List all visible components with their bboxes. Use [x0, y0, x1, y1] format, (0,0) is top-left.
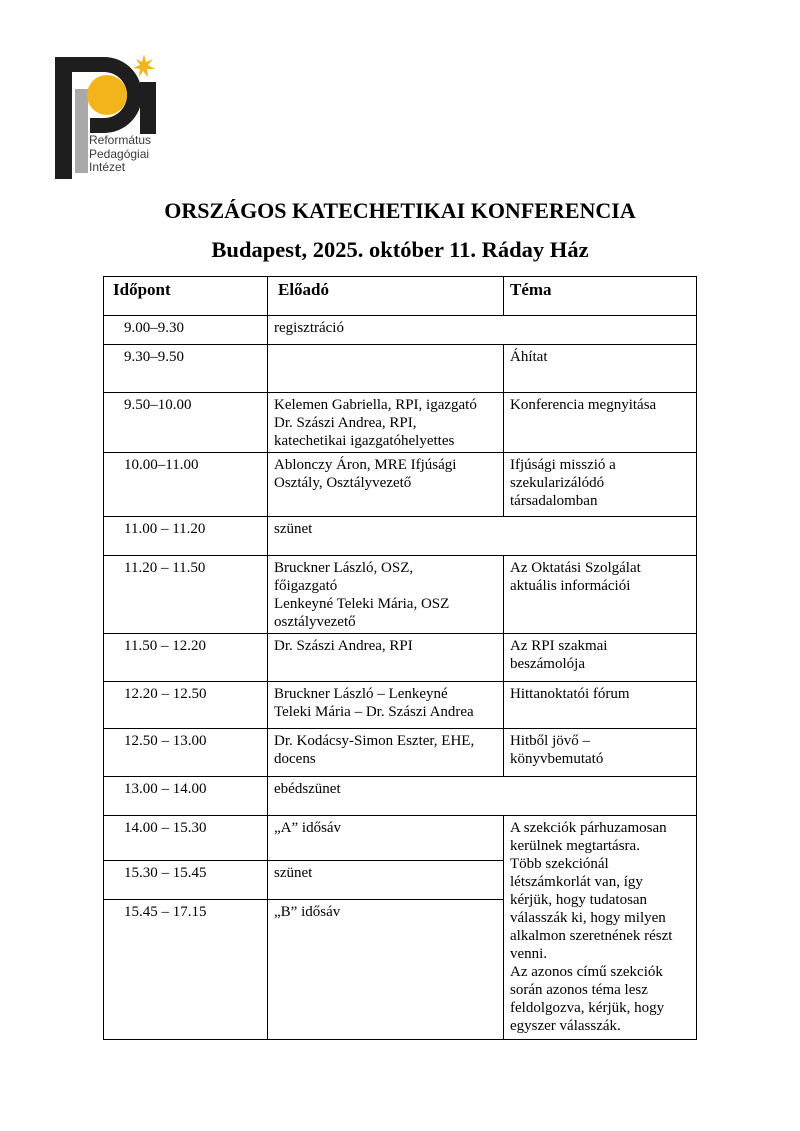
speaker-cell	[268, 517, 697, 556]
logo-text-line: Református	[89, 133, 152, 147]
note-line: feldolgozva, kérjük, hogy	[510, 1000, 665, 1016]
time-cell: 12.20 – 12.50	[104, 682, 268, 729]
note-line: A szekciók párhuzamosan	[510, 820, 667, 836]
note-line: venni.	[510, 946, 548, 962]
note-line: egyszer válasszák.	[510, 1018, 621, 1034]
cell-line: regisztráció	[274, 320, 344, 336]
speaker-cell	[268, 345, 504, 393]
speaker-cell	[268, 816, 504, 861]
cell-line: katechetikai igazgatóhelyettes	[274, 433, 455, 449]
time-cell: 15.30 – 15.45	[104, 861, 268, 900]
time-cell: 10.00–11.00	[104, 453, 268, 517]
note-line: kerülnek megtartásra.	[510, 838, 640, 854]
column-header-speaker: Előadó	[268, 277, 504, 316]
cell-line: Dr. Kodácsy-Simon Eszter, EHE,	[274, 733, 475, 749]
cell-line: főigazgató	[274, 578, 338, 594]
cell-line: szekularizálódó	[510, 475, 605, 491]
cell-line: szünet	[274, 865, 313, 881]
speaker-cell	[268, 556, 504, 634]
topic-cell	[504, 556, 697, 634]
table-row	[104, 345, 697, 393]
cell-line: szünet	[274, 521, 313, 537]
speaker-cell	[268, 861, 504, 900]
cell-line: Teleki Mária – Dr. Szászi Andrea	[274, 704, 474, 720]
cell-line: osztályvezető	[274, 614, 356, 630]
note-line: kérjük, hogy tudatosan	[510, 892, 648, 908]
cell-line: Áhítat	[510, 349, 548, 365]
note-line: létszámkorlát van, így	[510, 874, 643, 890]
cell-line: Dr. Szászi Andrea, RPI,	[274, 415, 417, 431]
time-cell: 9.30–9.50	[104, 345, 268, 393]
speaker-cell	[268, 316, 697, 345]
time-cell: 15.45 – 17.15	[104, 900, 268, 1040]
table-row	[104, 556, 697, 634]
cell-line: társadalomban	[510, 493, 598, 509]
note-line: során azonos téma lesz	[510, 982, 648, 998]
cell-line: Osztály, Osztályvezető	[274, 475, 412, 491]
table-row	[104, 517, 697, 556]
time-cell: 13.00 – 14.00	[104, 777, 268, 816]
cell-line: Konferencia megnyitása	[510, 397, 657, 413]
cell-line: Ablonczy Áron, MRE Ifjúsági	[274, 457, 457, 473]
logo-text	[89, 134, 151, 175]
time-cell: 9.50–10.00	[104, 393, 268, 453]
column-header-time: Időpont	[104, 277, 268, 316]
table-row	[104, 816, 697, 861]
cell-line: Az Oktatási Szolgálat	[510, 560, 641, 576]
logo-text-line: Intézet	[89, 160, 126, 174]
time-cell: 12.50 – 13.00	[104, 729, 268, 777]
cell-line: „A” idősáv	[274, 820, 342, 836]
note-line: alkalmon szeretnének részt	[510, 928, 673, 944]
cell-line: Kelemen Gabriella, RPI, igazgató	[274, 397, 477, 413]
time-cell: 11.20 – 11.50	[104, 556, 268, 634]
table-row	[104, 729, 697, 777]
cell-line: Dr. Szászi Andrea, RPI	[274, 638, 413, 654]
cell-line: Bruckner László, OSZ,	[274, 560, 414, 576]
speaker-cell	[268, 393, 504, 453]
cell-line: docens	[274, 751, 316, 767]
note-line: válasszák ki, hogy milyen	[510, 910, 666, 926]
time-cell: 11.00 – 11.20	[104, 517, 268, 556]
time-cell: 9.00–9.30	[104, 316, 268, 345]
topic-cell	[504, 453, 697, 517]
topic-cell	[504, 345, 697, 393]
cell-line: Az RPI szakmai	[510, 638, 608, 654]
cell-line: aktuális információi	[510, 578, 631, 594]
column-header-topic: Téma	[504, 277, 697, 316]
sections-note-cell	[504, 816, 697, 1040]
logo-text-line: Pedagógiai	[89, 146, 150, 161]
table-row	[104, 777, 697, 816]
cell-line: Lenkeyné Teleki Mária, OSZ	[274, 596, 450, 612]
cell-line: Hittanoktatói fórum	[510, 686, 630, 702]
cell-line: Bruckner László – Lenkeyné	[274, 686, 448, 702]
topic-cell	[504, 393, 697, 453]
speaker-cell	[268, 729, 504, 777]
speaker-cell	[268, 777, 697, 816]
table-row	[104, 316, 697, 345]
table-header-row	[104, 277, 697, 316]
cell-line: ebédszünet	[274, 781, 341, 797]
note-line: Több szekciónál	[510, 856, 609, 872]
topic-cell	[504, 634, 697, 682]
table-row	[104, 453, 697, 517]
cell-line: Hitből jövő –	[510, 733, 591, 749]
time-cell: 14.00 – 15.30	[104, 816, 268, 861]
speaker-cell	[268, 900, 504, 1040]
schedule-table	[103, 276, 697, 1040]
table-row	[104, 393, 697, 453]
speaker-cell	[268, 634, 504, 682]
page-title: ORSZÁGOS KATECHETIKAI KONFERENCIA	[164, 198, 636, 223]
table-row	[104, 682, 697, 729]
cell-line: „B” idősáv	[274, 904, 341, 920]
page-subtitle: Budapest, 2025. október 11. Ráday Ház	[211, 237, 589, 262]
cell-line: Ifjúsági misszió a	[510, 457, 616, 473]
table-row	[104, 634, 697, 682]
cell-line: beszámolója	[510, 656, 585, 672]
speaker-cell	[268, 682, 504, 729]
note-line: Az azonos című szekciók	[510, 964, 663, 980]
time-cell: 11.50 – 12.20	[104, 634, 268, 682]
topic-cell	[504, 682, 697, 729]
topic-cell	[504, 729, 697, 777]
cell-line: könyvbemutató	[510, 751, 604, 767]
speaker-cell	[268, 453, 504, 517]
